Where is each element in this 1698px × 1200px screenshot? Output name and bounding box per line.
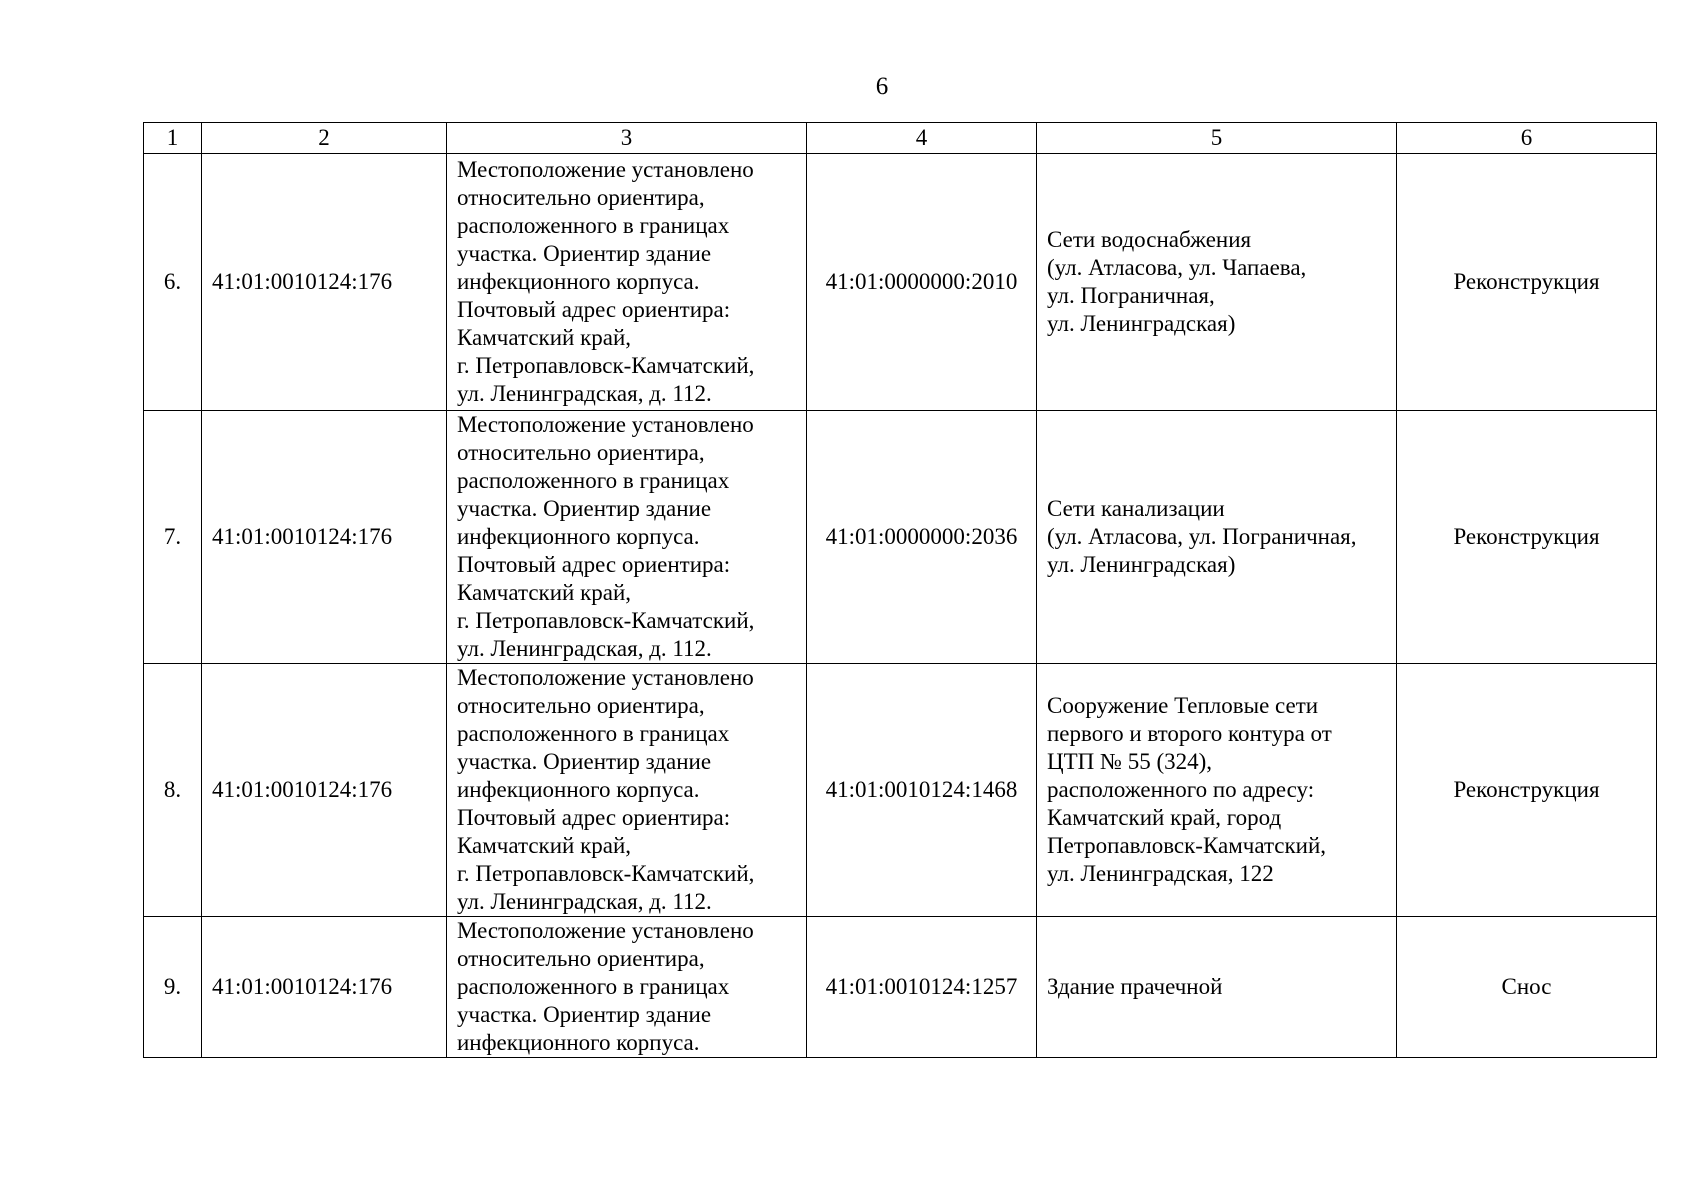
object-cadastral-number: 41:01:0010124:1468 bbox=[807, 664, 1037, 917]
object-description: Сооружение Тепловые сети первого и второго контура от ЦТП № 55 (324), расположенного по адресу: Камчатский край, город Петропавловск-Камчатский, ул. Ленинградская, 122 bbox=[1037, 664, 1397, 917]
column-header: 2 bbox=[202, 123, 447, 154]
page-number: 6 bbox=[875, 73, 889, 100]
land-cadastral-number: 41:01:0010124:176 bbox=[202, 411, 447, 664]
land-cadastral-number: 41:01:0010124:176 bbox=[202, 664, 447, 917]
row-number: 9. bbox=[144, 917, 202, 1058]
land-cadastral-number: 41:01:0010124:176 bbox=[202, 154, 447, 411]
column-header: 5 bbox=[1037, 123, 1397, 154]
column-header: 4 bbox=[807, 123, 1037, 154]
planned-action: Реконструкция bbox=[1397, 664, 1657, 917]
object-description: Сети канализации (ул. Атласова, ул. Пограничная, ул. Ленинградская) bbox=[1037, 411, 1397, 664]
object-description: Сети водоснабжения (ул. Атласова, ул. Чапаева, ул. Пограничная, ул. Ленинградская) bbox=[1037, 154, 1397, 411]
table-row bbox=[144, 411, 1657, 664]
row-number: 7. bbox=[144, 411, 202, 664]
location-description: Местоположение установлено относительно ориентира, расположенного в границах участка. Ориентир здание инфекционного корпуса. Почтовый адрес ориентира: Камчатский край, г. Петропавловск-Камчатский, ул. Ленинградская, д. 112. bbox=[447, 154, 807, 411]
location-description: Местоположение установлено относительно ориентира, расположенного в границах участка. Ориентир здание инфекционного корпуса. Почтовый адрес ориентира: Камчатский край, г. Петропавловск-Камчатский, ул. Ленинградская, д. 112. bbox=[447, 411, 807, 664]
land-cadastral-number: 41:01:0010124:176 bbox=[202, 917, 447, 1058]
object-description: Здание прачечной bbox=[1037, 917, 1397, 1058]
row-number: 6. bbox=[144, 154, 202, 411]
row-number: 8. bbox=[144, 664, 202, 917]
column-header: 3 bbox=[447, 123, 807, 154]
object-cadastral-number: 41:01:0000000:2036 bbox=[807, 411, 1037, 664]
location-description: Местоположение установлено относительно ориентира, расположенного в границах участка. Ориентир здание инфекционного корпуса. Почтовый адрес ориентира: Камчатский край, г. Петропавловск-Камчатский, ул. Ленинградская, д. 112. bbox=[447, 664, 807, 917]
planned-action: Реконструкция bbox=[1397, 154, 1657, 411]
column-header: 6 bbox=[1397, 123, 1657, 154]
table-row bbox=[144, 917, 1657, 1058]
table-header-row bbox=[144, 123, 1657, 154]
location-description: Местоположение установлено относительно ориентира, расположенного в границах участка. Ориентир здание инфекционного корпуса. bbox=[447, 917, 807, 1058]
object-cadastral-number: 41:01:0010124:1257 bbox=[807, 917, 1037, 1058]
column-header: 1 bbox=[144, 123, 202, 154]
object-cadastral-number: 41:01:0000000:2010 bbox=[807, 154, 1037, 411]
table-row bbox=[144, 154, 1657, 411]
planned-action: Снос bbox=[1397, 917, 1657, 1058]
planned-action: Реконструкция bbox=[1397, 411, 1657, 664]
objects-table bbox=[143, 122, 1657, 1058]
table-row bbox=[144, 664, 1657, 917]
